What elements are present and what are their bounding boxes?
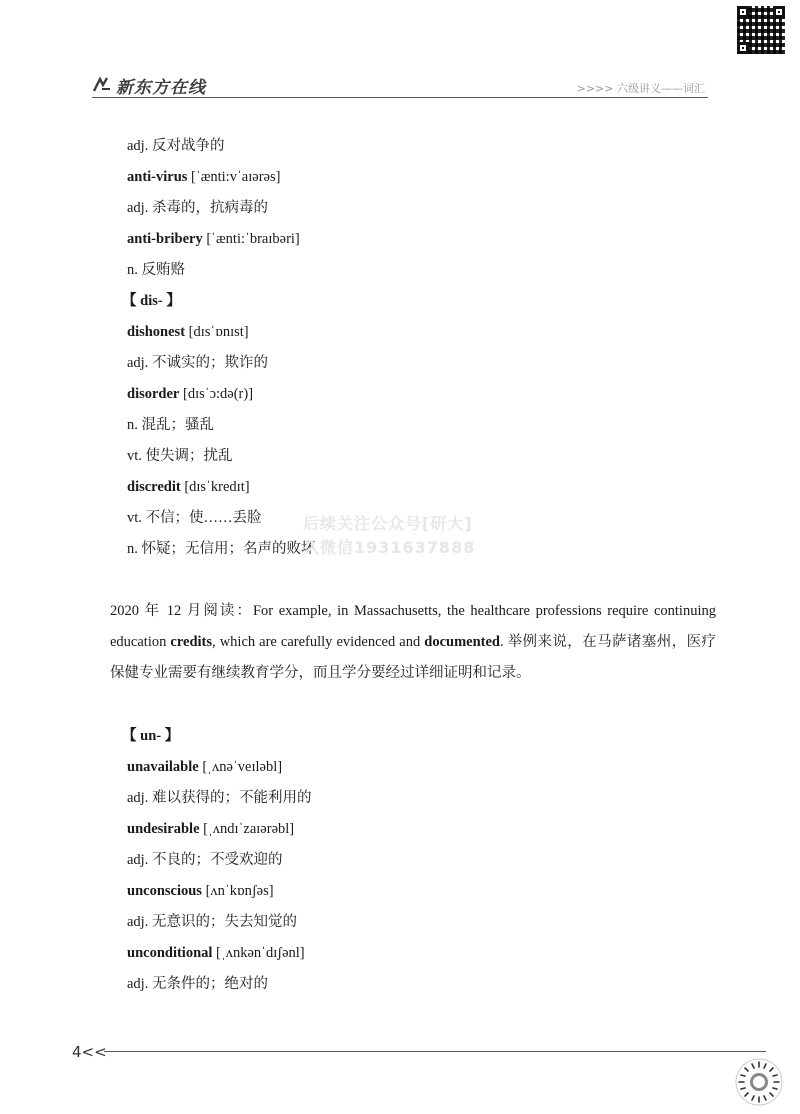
entry-phonetic: [ˌʌndɪˈzaɪərəbl]	[199, 821, 295, 837]
entry-word: disorder	[127, 386, 180, 402]
entry-line: n. 反贿赂	[127, 262, 185, 278]
section-title: >>>> 六级讲义——词汇	[576, 82, 705, 95]
brand-logo	[92, 74, 206, 96]
entry-word: unconditional	[127, 945, 213, 961]
qr-code-icon	[737, 6, 785, 54]
entry-word: unconscious	[127, 883, 202, 899]
entry-line: adj. 杀毒的，抗病毒的	[127, 200, 268, 216]
logo-text: 新东方在线	[116, 77, 206, 98]
prefix-heading: 【 dis- 】	[122, 293, 181, 309]
watermark: 后续关注公众号[研大] 久微信1931637888	[303, 514, 476, 557]
entry-phonetic: [ʌnˈkɒnʃəs]	[201, 883, 274, 899]
entry-phonetic: [dɪsˈɒnɪst]	[185, 324, 249, 340]
entry-word-line	[127, 758, 282, 776]
mini-program-code-icon	[735, 1058, 783, 1106]
entry-word-line	[127, 882, 274, 900]
entry-word-line	[127, 385, 253, 403]
example-source: 2020 年 12 月阅读：	[110, 603, 253, 619]
entry-word: unavailable	[127, 759, 199, 775]
footer-divider	[104, 1051, 766, 1052]
entry-line: vt. 使失调；扰乱	[127, 448, 233, 464]
entry-phonetic: [ˌʌnkənˈdɪʃənl]	[212, 945, 305, 961]
logo-mark-icon	[92, 75, 112, 95]
entry-line: vt. 不信；使……丢脸	[127, 510, 262, 526]
entry-word: undesirable	[127, 821, 200, 837]
entry-word-line	[127, 944, 305, 962]
entry-line: adj. 反对战争的	[127, 138, 225, 154]
entry-line: n. 混乱；骚乱	[127, 417, 214, 433]
entry-word-line	[127, 230, 300, 248]
entry-line: adj. 难以获得的；不能利用的	[127, 790, 312, 806]
prefix-heading: 【 un- 】	[122, 728, 180, 744]
entry-word: anti-bribery	[127, 231, 203, 247]
entry-word-line	[127, 478, 250, 496]
entry-line: adj. 不良的；不受欢迎的	[127, 852, 283, 868]
entry-word-line	[127, 168, 280, 186]
page-number: 4<<	[72, 1043, 107, 1061]
entry-word: discredit	[127, 479, 181, 495]
entry-phonetic: [ˌʌnəˈveɪləbl]	[198, 759, 283, 775]
entry-word-line	[127, 323, 249, 341]
header-divider	[92, 97, 708, 98]
entry-word-line	[127, 820, 294, 838]
entry-phonetic: [dɪsˈɔ:də(r)]	[179, 386, 254, 402]
example-paragraph: 2020 年 12 月阅读：For example, in Massachusetts, the healthcare professions require continuing education credits, which are carefully evidenced and documented. 举例来说，在马萨诸塞州，医疗保健专业需要有继续教育学分，而且学分要经过详细证明和记录。	[110, 603, 716, 681]
entry-line: adj. 无条件的；绝对的	[127, 976, 268, 992]
entry-line: adj. 不诚实的；欺诈的	[127, 355, 268, 371]
entry-line: adj. 无意识的；失去知觉的	[127, 914, 297, 930]
entry-word: dishonest	[127, 324, 186, 340]
entry-phonetic: [ˈænti:ˈbraɪbəri]	[202, 231, 300, 247]
entry-phonetic: [ˈænti:vˈaɪərəs]	[187, 169, 281, 185]
entry-word: anti-virus	[127, 169, 188, 185]
entry-line: n. 怀疑；无信用；名声的败坏	[127, 541, 316, 557]
entry-phonetic: [dɪsˈkredɪt]	[180, 479, 250, 495]
